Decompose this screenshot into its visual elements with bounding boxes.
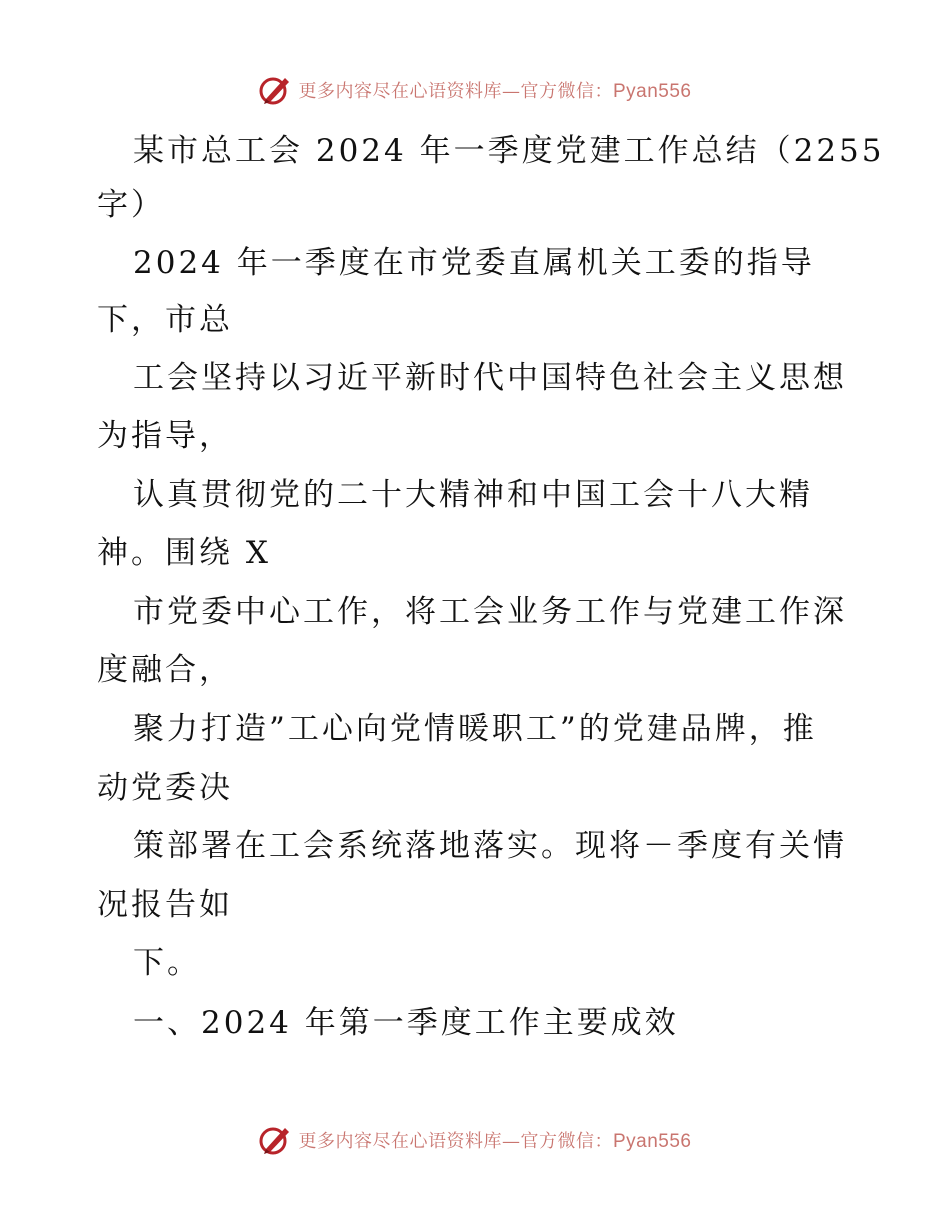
watermark-text: 更多内容尽在心语资料库—官方微信：Pyan556 [298,81,692,102]
paragraph-line: 2024 年一季度在市党委直属机关工委的指导 [133,245,815,281]
pen-logo-icon [258,73,292,107]
paragraph-line: 神。围绕 X [97,535,271,571]
section-heading: 一、2024 年第一季度工作主要成效 [133,1005,679,1041]
watermark-wechat-id: Pyan556 [612,81,692,102]
watermark-text: 更多内容尽在心语资料库—官方微信：Pyan556 [298,1131,692,1152]
pen-logo-icon [258,1123,292,1157]
paragraph-line: 为指导， [97,418,233,454]
document-title-line-2: 字） [97,187,165,223]
paragraph-line: 下，市总 [97,302,233,338]
paragraph-line: 工会坚持以习近平新时代中国特色社会主义思想 [133,360,847,396]
paragraph-line: 度融合， [97,652,233,688]
paragraph-line: 下。 [133,945,201,981]
document-title-line-1: 某市总工会 2024 年一季度党建工作总结（2255 [133,133,885,169]
watermark-wechat-id: Pyan556 [612,1131,692,1152]
paragraph-line: 认真贯彻党的二十大精神和中国工会十八大精 [133,477,813,513]
paragraph-line: 策部署在工会系统落地落实。现将－季度有关情 [133,828,847,864]
watermark-bottom [0,1120,950,1160]
paragraph-line: 市党委中心工作，将工会业务工作与党建工作深 [133,594,847,630]
paragraph-line: 动党委决 [97,770,233,806]
paragraph-line: 聚力打造”工心向党情暖职工”的党建品牌，推 [133,711,817,747]
paragraph-line: 况报告如 [97,887,233,923]
watermark-top [0,70,950,110]
